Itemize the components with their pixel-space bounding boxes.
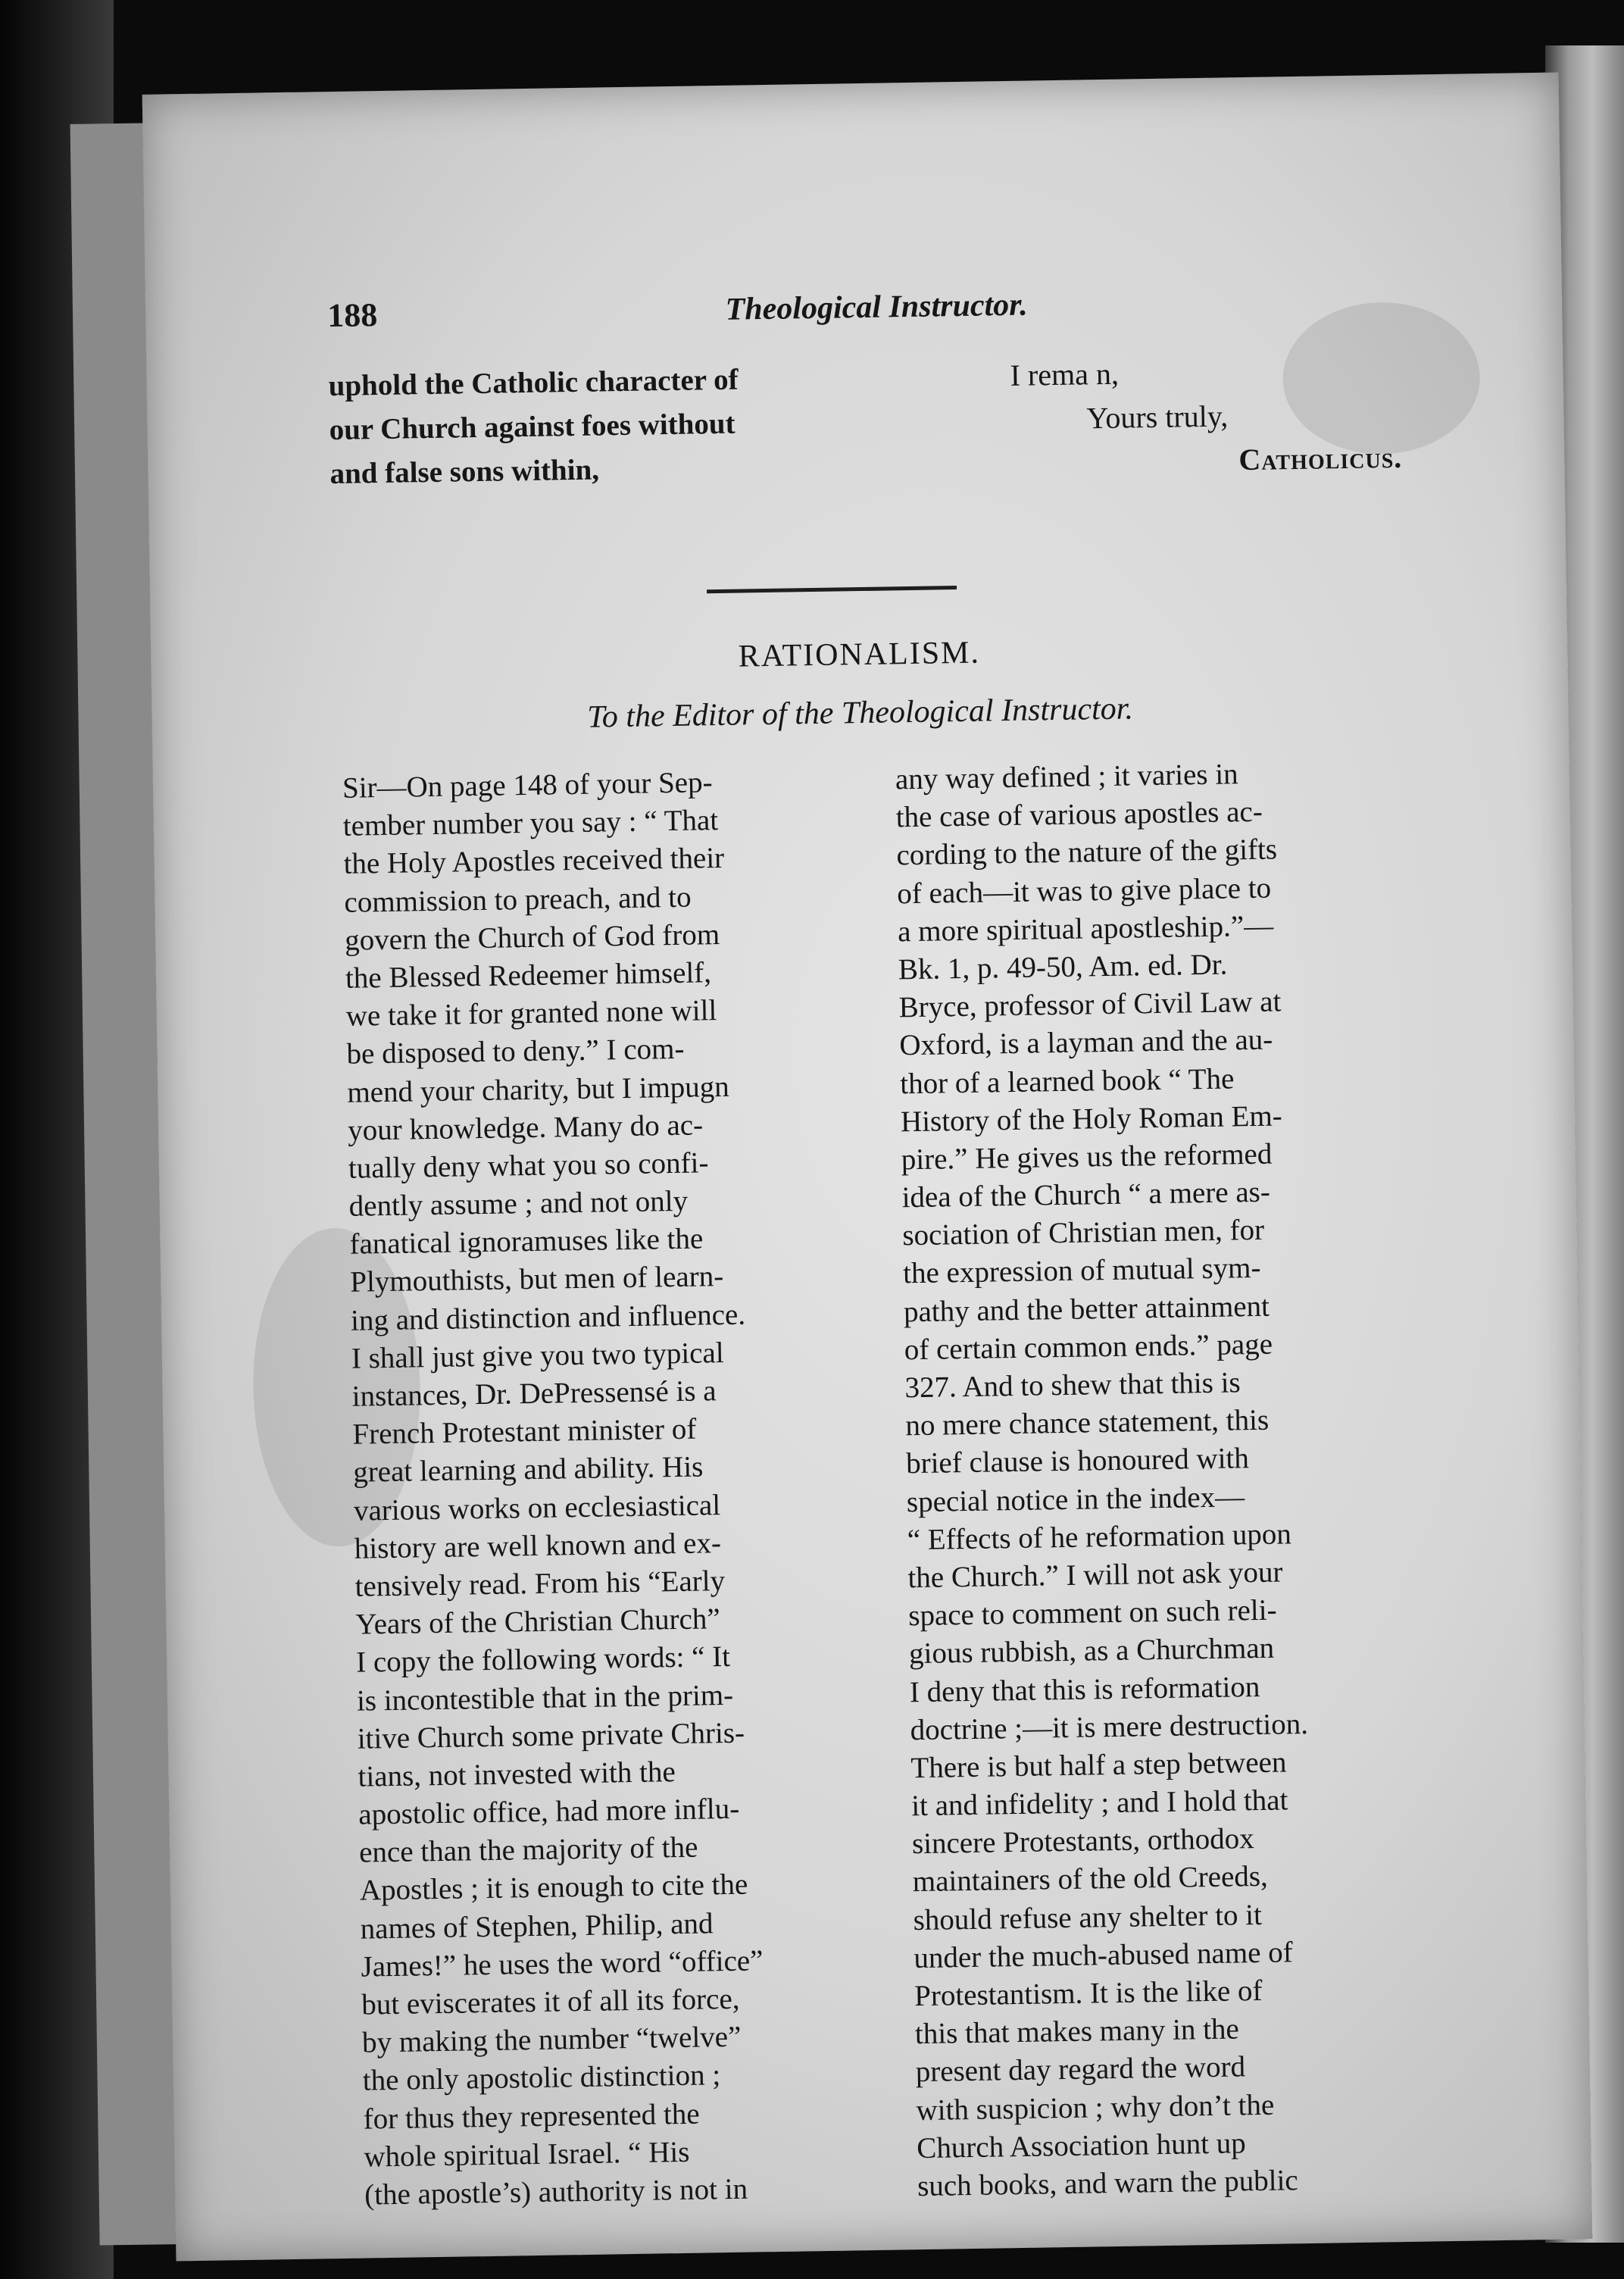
text-line: but eviscerates it of all its force, xyxy=(361,1982,740,2021)
text-line: dently assume ; and not only xyxy=(348,1184,689,1223)
section-subheading: To the Editor of the Theological Instructor. xyxy=(586,691,1134,735)
text-line: Plymouthists, but men of learn- xyxy=(349,1260,724,1299)
text-line: French Protestant minister of xyxy=(352,1412,697,1451)
signoff-block xyxy=(1010,346,1482,486)
text-line: commission to preach, and to xyxy=(344,880,692,919)
article-column-left xyxy=(342,761,880,2215)
text-line: instances, Dr. DePressensé is a xyxy=(351,1374,717,1413)
text-line: Bryce, professor of Civil Law at xyxy=(898,985,1282,1024)
text-line: ing and distinction and influence. xyxy=(350,1298,746,1337)
text-line: I deny that this is reformation xyxy=(909,1670,1260,1708)
text-line: sincere Protestants, orthodox xyxy=(911,1822,1255,1861)
signature: Catholicus. xyxy=(1238,439,1403,477)
text-line: Apostles ; it is enough to cite the xyxy=(359,1868,748,1908)
text-line: under the much-abused name of xyxy=(914,1936,1294,1974)
previous-letter-closing xyxy=(328,346,1466,539)
text-line: the Church.” I will not ask your xyxy=(907,1555,1283,1595)
text-line: doctrine ;—it is mere destruction. xyxy=(910,1707,1309,1746)
closing-text xyxy=(328,356,876,496)
text-line: pathy and the better attainment xyxy=(903,1290,1270,1328)
text-line: of each—it was to give place to xyxy=(897,871,1272,910)
text-line: pire.” He gives us the reformed xyxy=(901,1137,1273,1177)
text-line: the expression of mutual sym- xyxy=(902,1252,1261,1290)
text-line: various works on ecclesiastical xyxy=(353,1488,721,1527)
text-line: of certain common ends.” page xyxy=(904,1327,1273,1367)
text-line: the Blessed Redeemer himself, xyxy=(345,956,712,995)
text-line: it and infidelity ; and I hold that xyxy=(910,1783,1288,1823)
text-line: great learning and ability. His xyxy=(352,1450,704,1490)
text-line: Protestantism. It is the like of xyxy=(914,1974,1263,2013)
text-line: special notice in the index— xyxy=(906,1480,1245,1518)
text-line: present day regard the word xyxy=(915,2050,1246,2089)
text-line: sociation of Christian men, for xyxy=(902,1214,1265,1252)
text-line: tians, not invested with the xyxy=(358,1755,676,1793)
text-line: I shall just give you two typical xyxy=(351,1336,724,1375)
text-line: is incontestible that in the prim- xyxy=(356,1678,734,1718)
text-line: by making the number “twelve” xyxy=(361,2020,742,2059)
text-line: whole spiritual Israel. “ His xyxy=(364,2135,690,2174)
text-line: gious rubbish, as a Churchman xyxy=(908,1631,1275,1671)
text-line: such books, and warn the public xyxy=(917,2164,1298,2203)
text-line: this that makes many in the xyxy=(914,2012,1240,2051)
text-line: There is but half a step between xyxy=(910,1746,1287,1785)
closing-line: our Church against foes without xyxy=(329,407,735,447)
text-line: fanatical ignoramuses like the xyxy=(349,1222,704,1261)
text-line: tember number you say : “ That xyxy=(342,804,719,843)
text-line: James!” he uses the word “office” xyxy=(361,1944,764,1984)
text-line: names of Stephen, Philip, and xyxy=(360,1906,714,1946)
text-line: itive Church some private Chris- xyxy=(357,1716,745,1755)
section-divider xyxy=(707,586,957,593)
text-line: your knowledge. Many do ac- xyxy=(347,1108,704,1147)
text-line: history are well known and ex- xyxy=(354,1526,722,1565)
text-line: Oxford, is a layman and the au- xyxy=(899,1023,1273,1062)
text-line: I copy the following words: “ It xyxy=(355,1640,731,1679)
text-line: idea of the Church “ a mere as- xyxy=(901,1175,1271,1215)
text-line: space to comment on such reli- xyxy=(907,1593,1277,1633)
book-page xyxy=(142,72,1593,2261)
running-title: Theological Instructor. xyxy=(725,287,1029,327)
text-line: should refuse any shelter to it xyxy=(913,1898,1263,1937)
text-line: with suspicion ; why don’t the xyxy=(916,2088,1275,2127)
text-line: brief clause is honoured with xyxy=(905,1442,1250,1480)
text-line: mend your charity, but I impugn xyxy=(347,1070,730,1109)
text-line: History of the Holy Roman Em- xyxy=(900,1099,1283,1138)
closing-line: and false sons within, xyxy=(329,453,600,491)
text-line: for thus they represented the xyxy=(363,2097,700,2136)
text-line: tually deny what you so confi- xyxy=(348,1146,709,1185)
text-line: 327. And to shew that this is xyxy=(904,1366,1241,1405)
text-line: no mere chance statement, this xyxy=(905,1403,1270,1443)
page-number: 188 xyxy=(326,296,378,335)
page-header xyxy=(327,271,1426,342)
text-line: the Holy Apostles received their xyxy=(343,842,725,881)
text-line: “ Effects of he reformation upon xyxy=(907,1518,1292,1556)
text-line: cording to the nature of the gifts xyxy=(896,833,1278,872)
text-line: (the apostle’s) authority is not in xyxy=(364,2172,748,2212)
signoff-yours-truly: Yours truly, xyxy=(1086,399,1229,436)
section-heading: RATIONALISM. xyxy=(738,635,981,674)
article-column-right xyxy=(895,752,1448,2206)
text-line: be disposed to deny.” I com- xyxy=(346,1033,685,1071)
closing-line: uphold the Catholic character of xyxy=(328,363,739,403)
text-line: tensively read. From his “Early xyxy=(354,1564,726,1603)
text-line: Years of the Christian Church” xyxy=(355,1602,720,1641)
signoff-remain: I rema n, xyxy=(1010,356,1120,392)
text-line: the case of various apostles ac- xyxy=(895,795,1263,834)
text-line: govern the Church of God from xyxy=(344,918,720,957)
text-line: ence than the majority of the xyxy=(358,1830,698,1869)
text-line: a more spiritual apostleship.”— xyxy=(897,909,1274,949)
text-line: Bk. 1, p. 49-50, Am. ed. Dr. xyxy=(898,948,1228,986)
text-line: any way defined ; it varies in xyxy=(895,758,1238,796)
text-line: the only apostolic distinction ; xyxy=(362,2059,721,2097)
text-line: we take it for granted none will xyxy=(345,994,717,1033)
text-line: Church Association hunt up xyxy=(917,2127,1247,2165)
text-line: thor of a learned book “ The xyxy=(899,1061,1235,1100)
text-line: Sir—On page 148 of your Sep- xyxy=(342,766,713,805)
text-line: apostolic office, had more influ- xyxy=(358,1792,740,1831)
text-line: maintainers of the old Creeds, xyxy=(912,1860,1269,1899)
